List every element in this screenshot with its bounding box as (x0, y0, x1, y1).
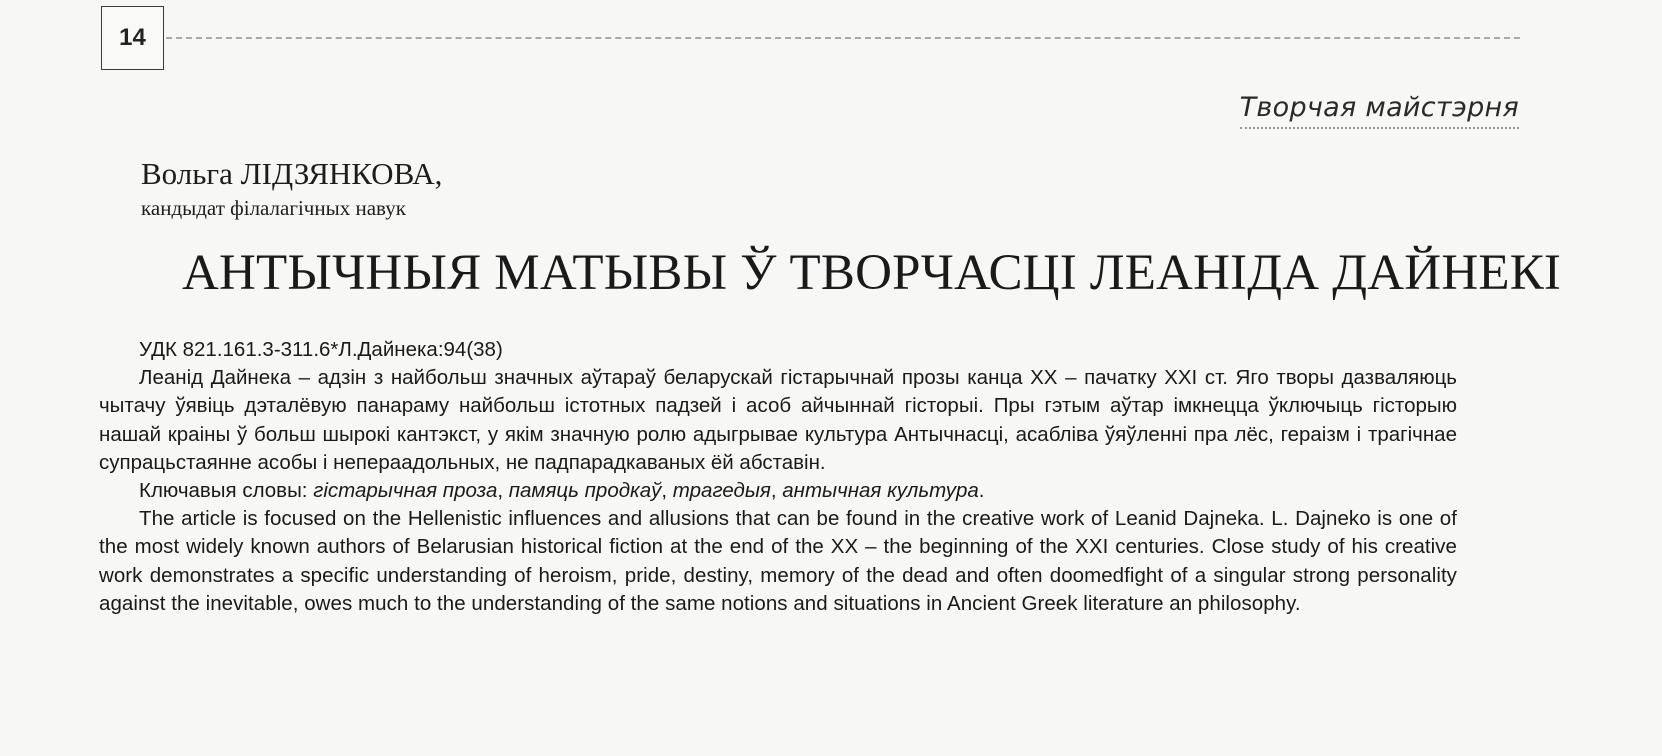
keywords-label: Ключавыя словы: (139, 479, 314, 503)
keyword: памяць продкаў (508, 479, 662, 503)
article-title: АНТЫЧНЫЯ МАТЫВЫ Ў ТВОРЧАСЦІ ЛЕАНІДА ДАЙНЕКІ (182, 245, 1562, 301)
abstract-english: The article is focused on the Hellenistic influences and allusions that can be found in the creative work of Leanid Dajneka. L. Dajneko is one of the most widely known authors of Belarusian historical fiction at the end of the XX – the beginning of the XXI centuries. Close study of his creative work demonstrates a specific understanding of heroism, pride, destiny, memory of the dead and often doomedfight of a singular strong personality against the inevitable, owes much to the understanding of the same notions and situations in Ancient Greek literature an philosophy. (99, 507, 1457, 615)
keyword-separator: , (770, 479, 783, 503)
udc-code: УДК 821.161.3-311.6*Л.Дайнека:94(38) (139, 338, 503, 361)
keyword: трагедыя (672, 479, 771, 503)
keyword: антычная культура (782, 479, 979, 503)
author-degree: кандыдат філалагічных навук (141, 196, 406, 220)
keyword-separator: , (497, 479, 509, 503)
keyword: гістарычная проза (313, 479, 498, 503)
abstract-belarusian: Леанід Дайнека – адзін з найбольш значных аўтараў беларускай гістарычнай прозы канца ХХ – пачатку ХХІ ст. Яго творы дазваляюць чытачу ўявіць дэталёвую панараму найбольш істотных падзей і асоб айчыннай гісторыі. Пры гэтым аўтар імкнецца ўключыць гісторыю нашай краіны ў больш шырокі кантэкст, у якім значную ролю адыгрывае культура Антычнасці, асабліва ўяўленні пра лёс, гераізм і трагічнае супрацьстаянне асобы і непераадольных, не падпарадкаваных ёй абставін. (99, 366, 1457, 474)
author-name: Вольга ЛІДЗЯНКОВА, (141, 156, 443, 191)
header-divider (166, 37, 1520, 39)
keywords (99, 477, 1457, 505)
article-body (99, 336, 1457, 618)
keyword-separator: , (661, 479, 673, 503)
keywords-end: . (978, 479, 985, 503)
page-number: 14 (101, 6, 164, 70)
section-title: Творчая майстэрня (1240, 92, 1519, 129)
